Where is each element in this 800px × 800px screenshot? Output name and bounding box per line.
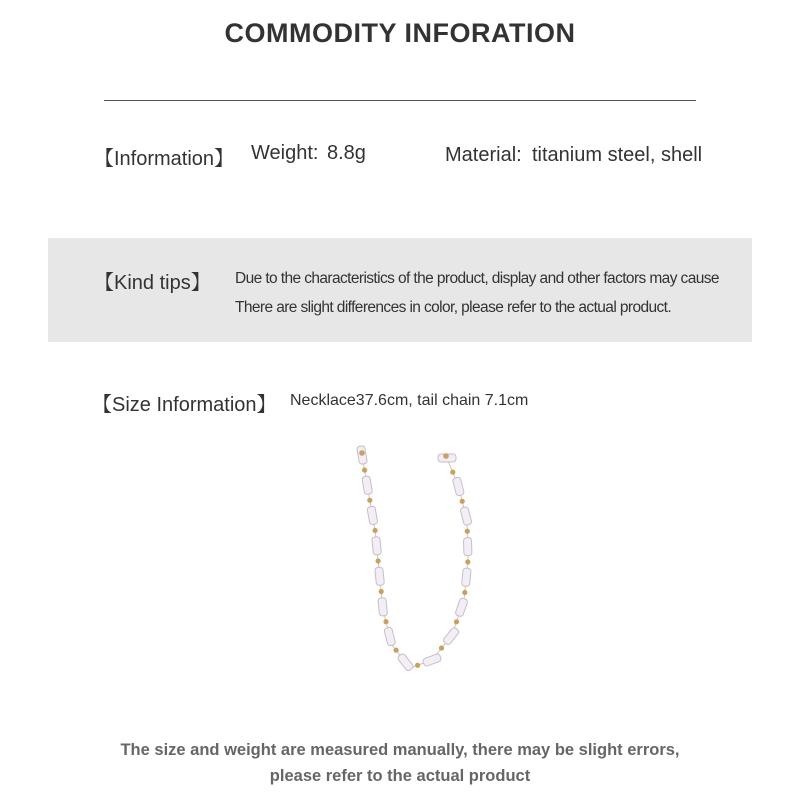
clasp-end: [443, 453, 449, 459]
gold-bead: [383, 619, 389, 625]
information-label: 【Information】: [94, 148, 235, 170]
gold-bead: [375, 558, 381, 564]
shell-bead: [442, 627, 459, 646]
kind-tips-label: 【Kind tips】: [94, 272, 211, 294]
gold-bead: [459, 498, 465, 504]
gold-bead: [378, 589, 384, 595]
shell-bead: [378, 597, 388, 616]
gold-bead: [362, 467, 368, 473]
shell-bead: [367, 506, 378, 525]
shell-bead: [362, 476, 373, 495]
gold-bead: [453, 618, 460, 625]
gold-bead: [465, 529, 470, 534]
shell-bead: [463, 538, 471, 556]
shell-bead: [461, 568, 471, 587]
material-label: Material:: [445, 144, 522, 166]
footer-note-line-2: please refer to the actual product: [269, 767, 531, 785]
shell-bead: [452, 477, 464, 496]
shell-bead: [375, 567, 385, 586]
information-row: [0, 142, 800, 172]
shell-bead: [384, 627, 396, 646]
page-title: COMMODITY INFORATION: [224, 18, 576, 48]
title-divider: [104, 100, 696, 101]
size-information-label: 【Size Information】: [92, 394, 277, 416]
kind-tips-panel: [48, 238, 752, 342]
gold-bead: [449, 469, 456, 476]
gold-bead: [414, 662, 421, 669]
weight-label: Weight:: [251, 142, 319, 164]
footer-note-line-1: The size and weight are measured manually, there may be slight errors,: [120, 741, 680, 759]
kind-tips-line-2: There are slight differences in color, please refer to the actual product.: [235, 299, 672, 316]
weight-value: 8.8g: [327, 142, 366, 164]
shell-bead: [397, 653, 414, 672]
shell-bead: [460, 506, 472, 525]
material-value: titanium steel, shell: [532, 144, 703, 166]
kind-tips-line-1: Due to the characteristics of the product, display and other factors may cause: [235, 270, 719, 287]
gold-bead: [465, 559, 471, 565]
clasp-end: [359, 450, 365, 456]
shell-bead: [422, 653, 442, 667]
gold-bead: [367, 497, 373, 503]
shell-bead: [455, 597, 468, 617]
shell-bead-necklace-icon: [330, 440, 500, 690]
gold-bead: [372, 528, 378, 534]
gold-bead: [462, 590, 468, 596]
size-information-value: Necklace37.6cm, tail chain 7.1cm: [290, 392, 529, 409]
shell-bead: [372, 536, 382, 555]
